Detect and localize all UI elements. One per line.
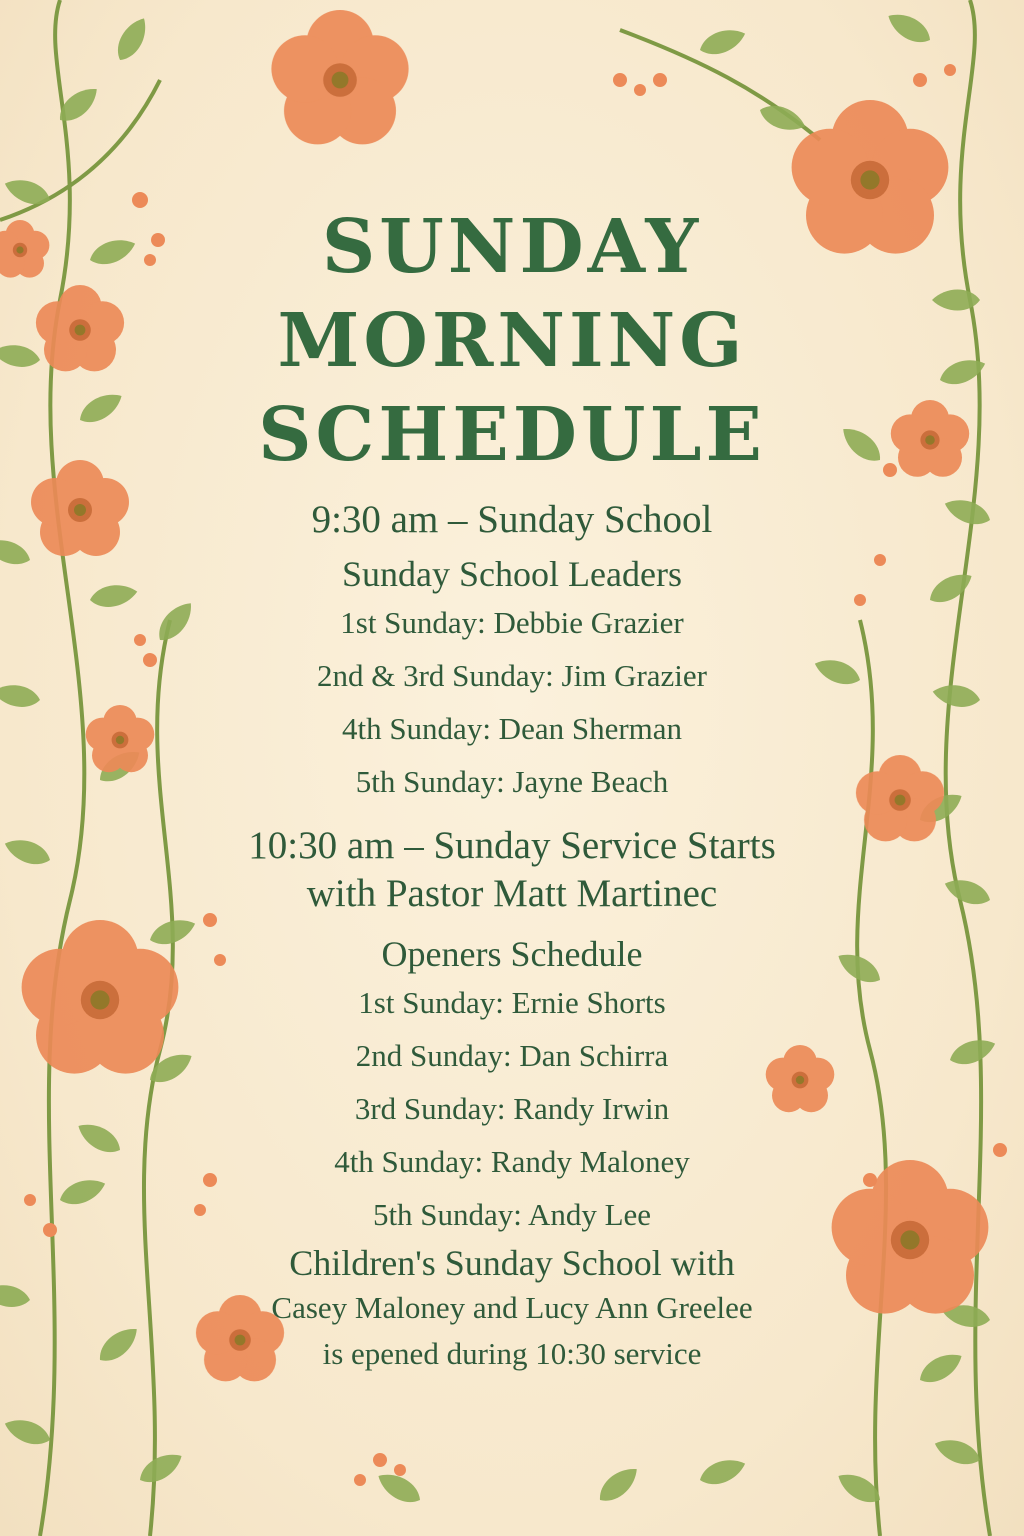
service-heading-line-1: 10:30 am – Sunday Service Starts [248, 824, 776, 867]
leader-item: 4th Sunday: Dean Sherman [341, 711, 683, 746]
children-line-3: is epened during 10:30 service [322, 1336, 702, 1371]
opener-item: 2nd Sunday: Dan Schirra [355, 1038, 669, 1073]
title-line-2: MORNING [277, 298, 747, 384]
title-line-1: SUNDAY [321, 204, 703, 290]
page-title [180, 200, 844, 482]
sunday-school-heading: 9:30 am – Sunday School [311, 498, 713, 541]
opener-item: 1st Sunday: Ernie Shorts [358, 985, 666, 1020]
children-line-2: Casey Maloney and Lucy Ann Greelee [271, 1290, 753, 1325]
title-line-3: SCHEDULE [258, 392, 766, 478]
schedule-content [180, 200, 844, 1377]
children-line-1: Children's Sunday School with [289, 1243, 735, 1283]
leader-item: 2nd & 3rd Sunday: Jim Grazier [316, 658, 707, 693]
leader-item: 1st Sunday: Debbie Grazier [340, 605, 684, 640]
leader-item: 5th Sunday: Jayne Beach [355, 764, 669, 799]
service-heading-line-2: with Pastor Matt Martinec [306, 872, 718, 915]
leaders-heading: Sunday School Leaders [342, 554, 682, 594]
openers-heading: Openers Schedule [381, 934, 643, 974]
opener-item: 4th Sunday: Randy Maloney [334, 1144, 690, 1179]
opener-item: 5th Sunday: Andy Lee [372, 1197, 652, 1232]
opener-item: 3rd Sunday: Randy Irwin [354, 1091, 670, 1126]
